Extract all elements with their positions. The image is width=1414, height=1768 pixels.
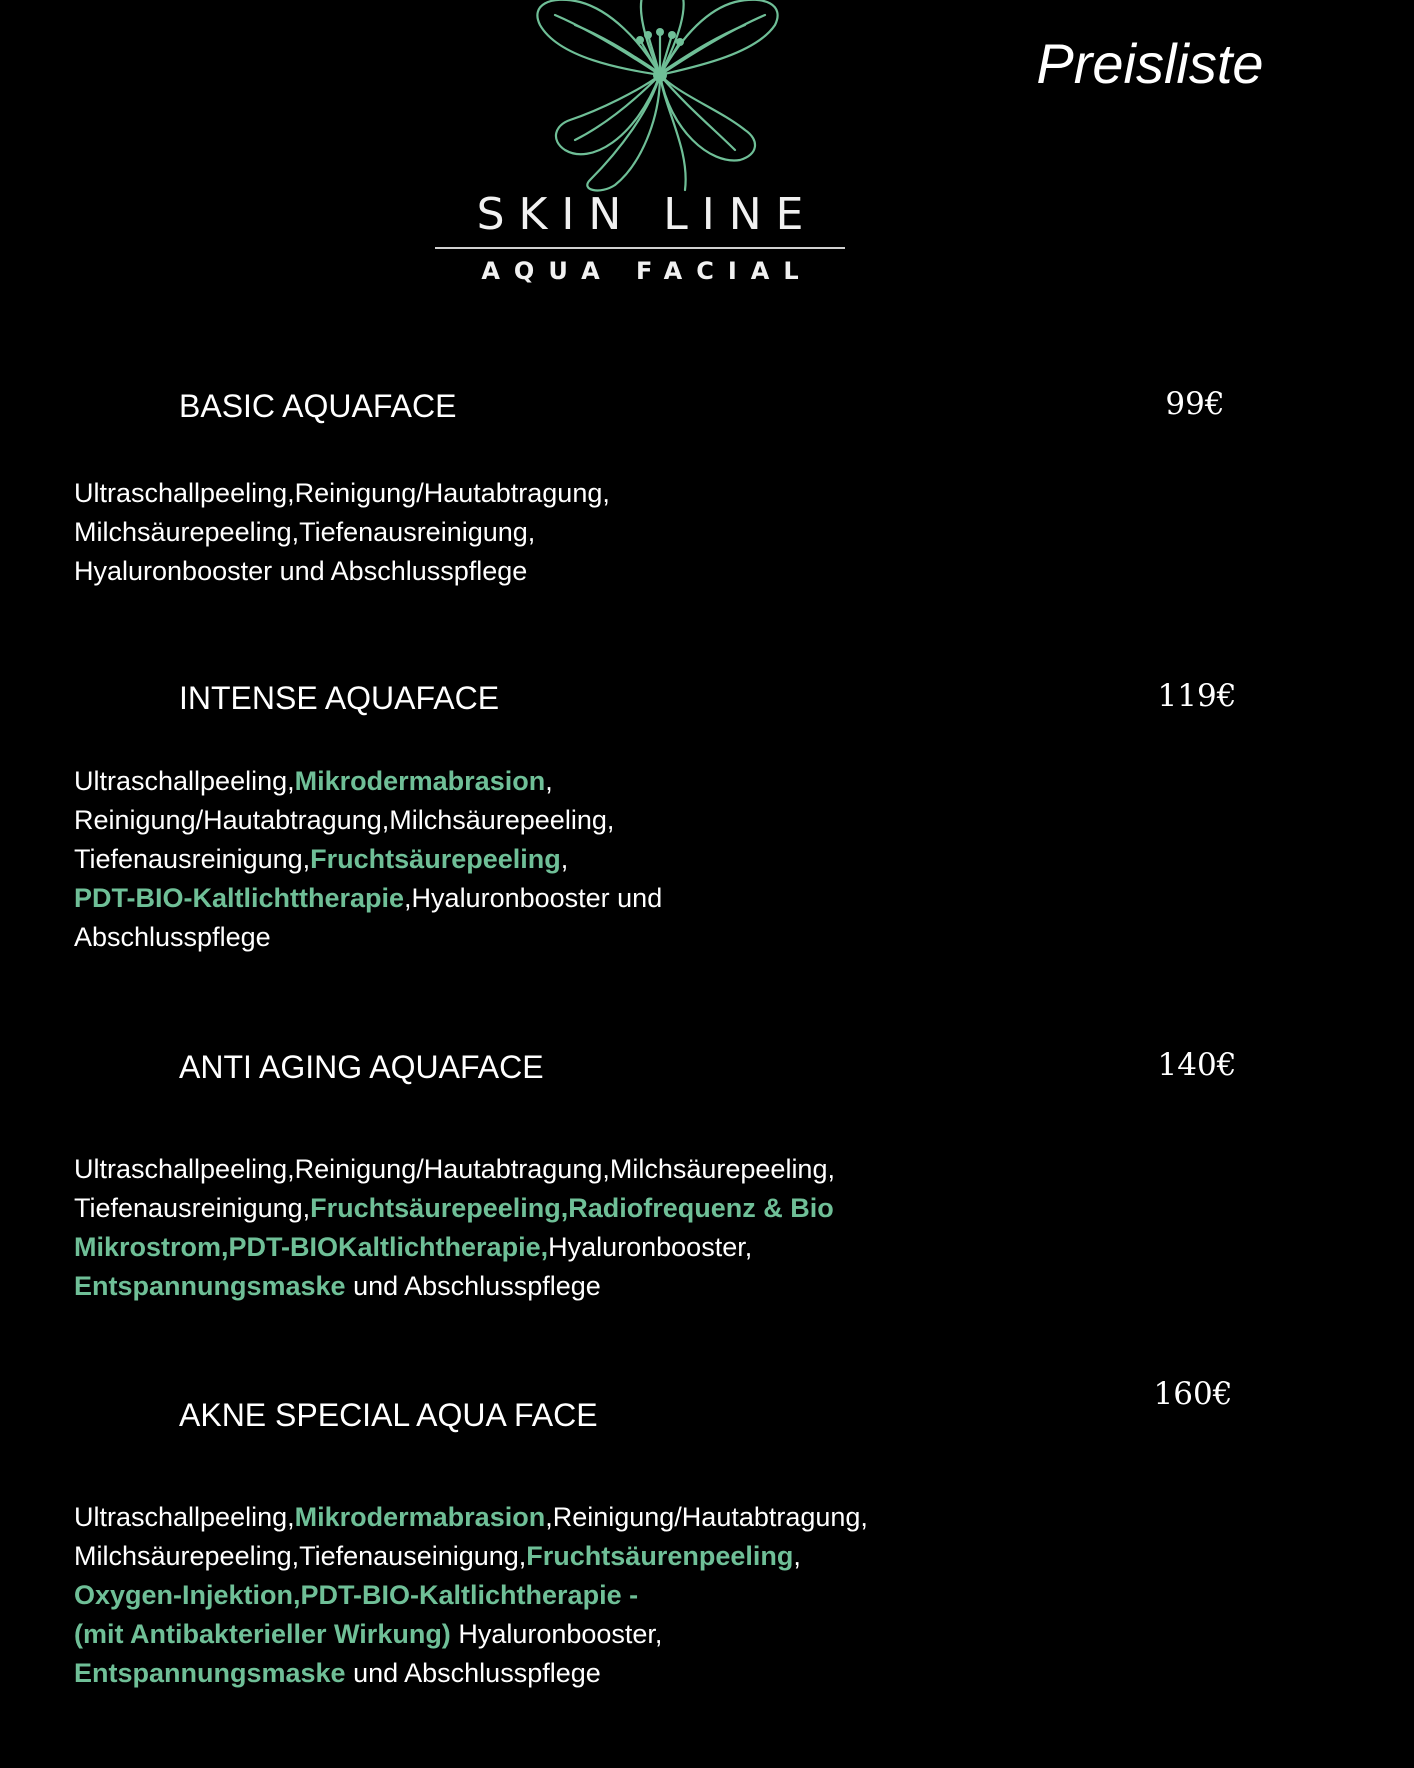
logo-divider — [435, 247, 845, 249]
treatment-text: Ultraschallpeeling,Reinigung/Hautabtragung,Milchsäurepeeling, — [74, 1154, 835, 1184]
treatment-text: Hyaluronbooster, — [548, 1232, 753, 1262]
highlighted-treatment: Entspannungsmaske — [74, 1271, 346, 1301]
treatment-text: ,Reinigung/Hautabtragung, — [545, 1502, 868, 1532]
service-description-akne-special — [74, 1498, 974, 1693]
highlighted-treatment: PDT-BIO-Kaltlichttherapie — [74, 883, 405, 913]
flower-icon — [520, 0, 800, 195]
treatment-text: Hyaluronbooster und Abschlusspflege — [74, 556, 528, 586]
service-description-anti-aging — [74, 1150, 974, 1306]
treatment-text: Hyaluronbooster, — [450, 1619, 663, 1649]
treatment-text: Tiefenausreinigung, — [74, 1193, 311, 1223]
treatment-text: , — [545, 766, 553, 796]
service-description-basic — [74, 474, 974, 591]
highlighted-treatment: Fruchtsäurenpeeling — [526, 1541, 794, 1571]
service-name-akne-special: AKNE SPECIAL AQUA FACE — [179, 1397, 598, 1433]
treatment-text: Ultraschallpeeling, — [74, 1502, 295, 1532]
service-price-anti-aging: 140€ — [1157, 1047, 1237, 1083]
highlighted-treatment: Mikrodermabrasion — [294, 1502, 546, 1532]
highlighted-treatment: Fruchtsäurepeeling — [310, 844, 561, 874]
service-name-anti-aging: ANTI AGING AQUAFACE — [179, 1049, 544, 1085]
highlighted-treatment: Entspannungsmaske — [74, 1658, 346, 1688]
treatment-text: ,Hyaluronbooster und — [404, 883, 663, 913]
service-name-intense: INTENSE AQUAFACE — [179, 680, 500, 716]
treatment-text: Milchsäurepeeling,Tiefenauseinigung, — [74, 1541, 527, 1571]
treatment-text: Abschlusspflege — [74, 922, 271, 952]
treatment-text: Milchsäurepeeling,Tiefenausreinigung, — [74, 517, 536, 547]
service-price-basic: 99€ — [1165, 386, 1225, 422]
highlighted-treatment: Mikrostrom,PDT-BIOKaltlichtherapie, — [74, 1232, 549, 1262]
treatment-text: und Abschlusspflege — [345, 1271, 601, 1301]
highlighted-treatment: Oxygen-Injektion,PDT-BIO-Kaltlichtherapie - — [74, 1580, 639, 1610]
service-price-intense: 119€ — [1157, 678, 1237, 714]
treatment-text: Ultraschallpeeling, — [74, 766, 295, 796]
highlighted-treatment: (mit Antibakterieller Wirkung) — [74, 1619, 451, 1649]
service-description-intense — [74, 762, 974, 957]
service-name-basic: BASIC AQUAFACE — [179, 388, 457, 424]
service-price-akne-special: 160€ — [1153, 1376, 1233, 1412]
brand-name: SKIN LINE — [476, 189, 818, 240]
treatment-text: und Abschlusspflege — [345, 1658, 601, 1688]
treatment-text: Reinigung/Hautabtragung,Milchsäurepeeling, — [74, 805, 615, 835]
highlighted-treatment: Mikrodermabrasion — [294, 766, 546, 796]
treatment-text: Tiefenausreinigung, — [74, 844, 311, 874]
page-title: Preisliste — [1036, 32, 1264, 95]
treatment-text: Ultraschallpeeling,Reinigung/Hautabtragung, — [74, 478, 610, 508]
treatment-text: , — [560, 844, 569, 874]
brand-tagline: AQUA FACIAL — [481, 257, 813, 285]
highlighted-treatment: Fruchtsäurepeeling,Radiofrequenz & Bio — [310, 1193, 834, 1223]
treatment-text: , — [793, 1541, 801, 1571]
